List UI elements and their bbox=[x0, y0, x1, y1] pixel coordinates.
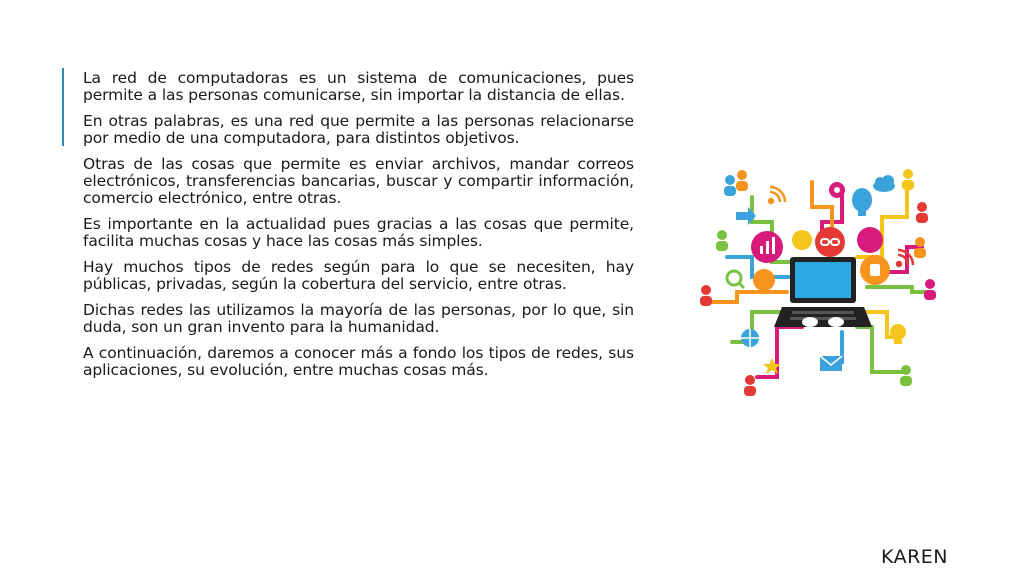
person-icon-4 bbox=[700, 285, 712, 306]
balloon-icon bbox=[852, 188, 872, 216]
globe-icon bbox=[741, 329, 759, 347]
paragraph-7: A continuación, daremos a conocer más a fondo los tipos de redes, sus aplicaciones, su evolución, entre muchas cosas más. bbox=[83, 344, 634, 379]
accent-bar bbox=[62, 68, 64, 146]
author-name: KAREN bbox=[880, 546, 948, 568]
person-icon-2 bbox=[724, 175, 736, 196]
bird-bubble-icon bbox=[857, 227, 883, 253]
cloud-icon bbox=[873, 175, 895, 192]
person-icon-1 bbox=[736, 170, 748, 191]
wifi-icon-1 bbox=[769, 187, 785, 203]
body-text bbox=[83, 70, 634, 388]
network-illustration bbox=[692, 162, 952, 410]
person-icon-8 bbox=[924, 279, 936, 300]
people-bubble-icon bbox=[753, 269, 775, 291]
paragraph-1: La red de computadoras es un sistema de comunicaciones, pues permite a las personas comunicarse, sin importar la distancia de ellas. bbox=[83, 69, 634, 104]
person-icon-5 bbox=[744, 375, 756, 396]
lightbulb-icon bbox=[890, 324, 906, 344]
network-laptop-icon bbox=[692, 162, 952, 410]
dollar-bubble-icon bbox=[792, 230, 812, 250]
paragraph-3: Otras de las cosas que permite es enviar archivos, mandar correos electrónicos, transferencias bancarias, buscar y compartir información, comercio electrónico, entre otras. bbox=[83, 155, 634, 207]
envelope-icon bbox=[820, 356, 842, 371]
person-icon-3 bbox=[716, 230, 728, 251]
person-icon-9 bbox=[900, 365, 912, 386]
person-icon-7 bbox=[916, 202, 928, 223]
paragraph-5: Hay muchos tipos de redes según para lo que se necesiten, hay públicas, privadas, según la cobertura del servicio, entre otras. bbox=[83, 258, 634, 293]
magnifier-icon bbox=[727, 271, 744, 288]
paragraph-4: Es importante en la actualidad pues gracias a las cosas que permite, facilita muchas cosas y hace las cosas más simples. bbox=[83, 215, 634, 250]
person-icon-6 bbox=[902, 169, 914, 190]
paragraph-6: Dichas redes las utilizamos la mayoría de las personas, por lo que, sin duda, son un gran invento para la humanidad. bbox=[83, 301, 634, 336]
paragraph-2: En otras palabras, es una red que permite a las personas relacionarse por medio de una computadora, para distintos objetivos. bbox=[83, 112, 634, 147]
